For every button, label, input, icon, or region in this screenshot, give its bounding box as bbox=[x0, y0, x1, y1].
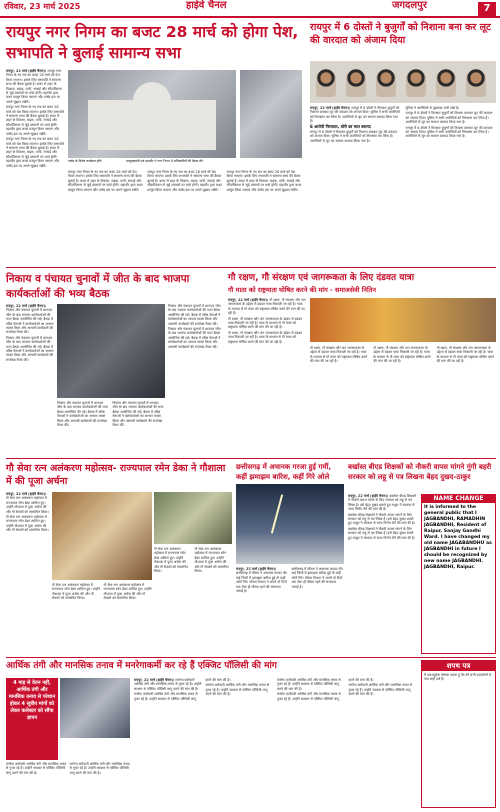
robbery-body bbox=[310, 106, 496, 266]
bjp-text-below-2: निकाय और पंचायत चुनावों में शानदार जीत के बाद भाजपा कार्यकर्ताओं की भव्य बैठक आयोजित की गई। बैठक में वरिष्ठ नेताओं ने कार्यकर्ताओं का आभार व्यक्त किया और आगामी कार्यक्रमों की रूपरेखा तैयार की। bbox=[112, 401, 164, 428]
economic-body bbox=[134, 678, 416, 808]
budget-col-text-3: रायपुर नगर निगम के नए सत्र का बजट 28 मार्च को पेश किया जाएगा। इसके लिए सभापति ने सामान्य सभा की बैठक बुलाई है। बजट में शहर के विकास, सड़क, पानी, सफाई और सौंदर्यीकरण से जुड़े प्रस्तावों पर चर्चा होगी। महापौर द्वारा बजट प्रस्तुत किया जाएगा और पार्षद इस पर अपने सुझाव रखेंगे। bbox=[226, 170, 302, 192]
bjp-dateline: रायपुर, 22 मार्च (हाईवे चैनल)। bbox=[6, 304, 47, 308]
gauseva-dateline: रायपुर, 22 मार्च (हाईवे चैनल)। bbox=[6, 492, 47, 496]
storm-headline: छत्तीसगढ़ में अचानक गरजा हुई गर्मी, कहीं झमाझम बारिश, कहीं गिरे ओले bbox=[236, 463, 331, 481]
budget-caption-2: उपमुख्यमंत्री एवं महापौर ने नगर निगम में अधिकारियों की बैठक ली। bbox=[126, 159, 204, 163]
budget-col-text: रायपुर नगर निगम के नए सत्र का बजट 28 मार्च को पेश किया जाएगा। इसके लिए सभापति ने सामान्य सभा की बैठक बुलाई है। बजट में शहर के विकास, सड़क, पानी, सफाई और सौंदर्यीकरण से जुड़े प्रस्तावों पर चर्चा होगी। महापौर द्वारा बजट प्रस्तुत किया जाएगा और पार्षद इस पर अपने सुझाव रखेंगे। bbox=[68, 170, 143, 192]
accused-face bbox=[466, 69, 486, 97]
bjp-text-col: निकाय और पंचायत चुनावों में शानदार जीत के बाद भाजपा कार्यकर्ताओं की भव्य बैठक आयोजित की गई। बैठक में वरिष्ठ नेताओं ने कार्यकर्ताओं का आभार व्यक्त किया और आगामी कार्यक्रमों की रूपरेखा तैयार की। bbox=[168, 304, 221, 326]
oath-body: मैं शपथपूर्वक घोषणा करता हूं कि मेरे सभी दस्तावेजों में नाम सही दर्ज है। bbox=[424, 673, 492, 682]
bjp-body-right bbox=[168, 304, 224, 454]
robbery-subhead: 6 आरोपी गिरफ्तार, चोरी का माल बरामद bbox=[310, 123, 371, 129]
robbery-dateline: रायपुर, 22 मार्च (हाईवे चैनल)। bbox=[310, 106, 351, 110]
gauseva-text-below-2: गौ सेवा रत्न अलंकरण महोत्सव में राज्यपाल रमेन डेका शामिल हुए। उन्होंने गौशाला में पूजा अर्चना की और गौ सेवकों को सम्मानित किया। bbox=[103, 583, 152, 601]
gau-col-text-3: गौ रक्षण, गौ संरक्षण और जन जागरूकता के उद्देश्य से दंडवत यात्रा निकाली जा रही है। यात्रा के माध्यम से गौ माता को राष्ट्रमाता घोषित करने की मांग की जा रही है। bbox=[436, 346, 494, 364]
budget-dateline: रायपुर, 22 मार्च (हाईवे चैनल)। bbox=[6, 69, 47, 73]
budget-text-repeat: रायपुर नगर निगम के नए सत्र का बजट 28 मार्च को पेश किया जाएगा। इसके लिए सभापति ने सामान्य सभा की बैठक बुलाई है। बजट में शहर के विकास, सड़क, पानी, सफाई और सौंदर्यीकरण से जुड़े प्रस्तावों पर चर्चा होगी। महापौर द्वारा बजट प्रस्तुत किया जाएगा और पार्षद इस पर अपने सुझाव रखेंगे। bbox=[6, 105, 64, 136]
building-dome bbox=[133, 82, 171, 104]
storm-text: छत्तीसगढ़ में मौसम ने अचानक करवट ली। कई जिलों में झमाझम बारिश हुई तो कहीं ओले गिरे। मौसम विभाग ने अगले दो दिनों तक ऐसा ही मौसम रहने की संभावना जताई है। bbox=[236, 571, 288, 594]
gau-col-text-2: गौ रक्षण, गौ संरक्षण और जन जागरूकता के उद्देश्य से दंडवत यात्रा निकाली जा रही है। यात्रा के माध्यम से गौ माता को राष्ट्रमाता घोषित करने की मांग की जा रही है। bbox=[373, 346, 431, 364]
gauseva-body-below bbox=[52, 583, 152, 653]
budget-text-repeat-2: रायपुर नगर निगम के नए सत्र का बजट 28 मार्च को पेश किया जाएगा। इसके लिए सभापति ने सामान्य सभा की बैठक बुलाई है। बजट में शहर के विकास, सड़क, पानी, सफाई और सौंदर्यीकरण से जुड़े प्रस्तावों पर चर्चा होगी। महापौर द्वारा बजट प्रस्तुत किया जाएगा और पार्षद इस पर अपने सुझाव रखेंगे। bbox=[6, 137, 64, 168]
storm-text-repeat: छत्तीसगढ़ में मौसम ने अचानक करवट ली। कई जिलों में झमाझम बारिश हुई तो कहीं ओले गिरे। मौसम विभाग ने अगले दो दिनों तक ऐसा ही मौसम रहने की संभावना जताई है। bbox=[291, 567, 343, 589]
gauseva-photo-2 bbox=[154, 492, 232, 544]
bjp-text-col-2: निकाय और पंचायत चुनावों में शानदार जीत के बाद भाजपा कार्यकर्ताओं की भव्य बैठक आयोजित की गई। बैठक में वरिष्ठ नेताओं ने कार्यकर्ताओं का आभार व्यक्त किया और आगामी कार्यक्रमों की रूपरेखा तैयार की। bbox=[168, 327, 221, 349]
gauseva-photo bbox=[52, 492, 152, 580]
accused-face bbox=[436, 69, 456, 97]
gau-body-columns bbox=[310, 346, 496, 456]
bed-text-repeat: बर्खास्त बीएड शिक्षकों ने नौकरी वापस मांगने के लिए सरकार को लहू से पत्र लिखा है। इसे बेहद दुखद बताते हुए ठाकुर ने सरकार से जल्द निर्णय लेने की मांग की है। bbox=[348, 512, 416, 526]
budget-text: रायपुर नगर निगम के नए सत्र का बजट 28 मार्च को पेश किया जाएगा। इसके लिए सभापति ने सामान्य सभा की बैठक बुलाई है। बजट में शहर के विकास, सड़क, पानी, सफाई और सौंदर्यीकरण से जुड़े प्रस्तावों पर चर्चा होगी। महापौर द्वारा बजट प्रस्तुत किया जाएगा और पार्षद इस पर अपने सुझाव रखेंगे। bbox=[6, 69, 62, 104]
economic-left-text: मनरेगा कर्मचारी आर्थिक तंगी और मानसिक तनाव से गुजर रहे हैं। उन्होंने सरकार से एक्जिट पॉलिसी लागू करने की मांग की है। bbox=[6, 762, 67, 775]
budget-col-text-2: रायपुर नगर निगम के नए सत्र का बजट 28 मार्च को पेश किया जाएगा। इसके लिए सभापति ने सामान्य सभा की बैठक बुलाई है। बजट में शहर के विकास, सड़क, पानी, सफाई और सौंदर्यीकरण से जुड़े प्रस्तावों पर चर्चा होगी। महापौर द्वारा बजट प्रस्तुत किया जाएगा और पार्षद इस पर अपने सुझाव रखेंगे। bbox=[147, 170, 223, 192]
bed-text: बर्खास्त बीएड शिक्षकों ने नौकरी वापस मांगने के लिए सरकार को लहू से पत्र लिखा है। इसे बेहद दुखद बताते हुए ठाकुर ने सरकार से जल्द निर्णय लेने की मांग की है। bbox=[348, 494, 416, 512]
robbery-headline: रायपुर में 6 दोस्तों ने बुजुर्गों को निशाना बना कर लूट की वारदात को अंजाम दिया bbox=[310, 22, 491, 46]
oath-notice bbox=[421, 660, 496, 808]
economic-text-repeat-3: मनरेगा कर्मचारी आर्थिक तंगी और मानसिक तनाव से गुजर रहे हैं। उन्होंने सरकार से एक्जिट पॉलिसी लागू करने की मांग की है। bbox=[277, 678, 341, 691]
oath-title: शपथ पत्र bbox=[422, 661, 495, 671]
gau-subheadline: गौ माता को राष्ट्रमाता घोषित करने की मांग - समाजसेवी नितिन bbox=[228, 286, 377, 294]
robbery-note: पुलिस ने आरोपियों से पूछताछ जारी रखी है। bbox=[405, 106, 460, 110]
economic-text-repeat: मनरेगा कर्मचारी आर्थिक तंगी और मानसिक तनाव से गुजर रहे हैं। उन्होंने सरकार से एक्जिट पॉलिसी लागू करने की मांग की है। bbox=[134, 678, 231, 701]
gau-text-repeat-2: गौ रक्षण, गौ संरक्षण और जन जागरूकता के उद्देश्य से दंडवत यात्रा निकाली जा रही है। यात्रा के माध्यम से गौ माता को राष्ट्रमाता घोषित करने की मांग की जा रही है। bbox=[228, 330, 303, 344]
sidebar-banner: 4 माह से वेतन नहीं, आर्थिक तंगी और मानसिक तनाव से परेशान होकर 4 सूत्रीय मांगों को लेकर कलेक्टर को सौंपा ज्ञापन bbox=[6, 678, 58, 760]
gau-headline: गौ रक्षण, गौ संरक्षण एवं जागरूकता के लिए दंडवत यात्रा bbox=[228, 273, 415, 283]
robbery-text-repeat-3: रायपुर में 6 दोस्तों ने मिलकर बुजुर्गों को निशाना बनाकर लूट की वारदात को अंजाम दिया। पुलिस ने सभी आरोपियों को गिरफ्तार कर लिया है। आरोपियों से लूट का सामान बरामद किया गया है। bbox=[405, 125, 493, 139]
economic-text: मनरेगा कर्मचारी आर्थिक तंगी और मानसिक तनाव से गुजर रहे हैं। उन्होंने सरकार से एक्जिट पॉलिसी लागू करने की मांग की है। bbox=[134, 678, 202, 691]
economic-text-repeat-4: मनरेगा कर्मचारी आर्थिक तंगी और मानसिक तनाव से गुजर रहे हैं। उन्होंने सरकार से एक्जिट पॉलिसी लागू करने की मांग की है। bbox=[277, 678, 374, 701]
gauseva-body-right bbox=[154, 547, 232, 653]
lightning-bolt bbox=[271, 494, 283, 533]
storm-body bbox=[236, 567, 344, 653]
bed-headline: बर्खास्त बीएड शिक्षकों को नौकरी वापस मांगने गुंगी बहरी सरकार को लहू से पत्र लिखना बेहद दुखद-ठाकुर bbox=[348, 463, 492, 481]
gauseva-text: गौ सेवा रत्न अलंकरण महोत्सव में राज्यपाल रमेन डेका शामिल हुए। उन्होंने गौशाला में पूजा अर्चना की और गौ सेवकों को सम्मानित किया। bbox=[6, 496, 49, 514]
robbery-text-repeat-2: रायपुर में 6 दोस्तों ने मिलकर बुजुर्गों को निशाना बनाकर लूट की वारदात को अंजाम दिया। पुलिस ने सभी आरोपियों को गिरफ्तार कर लिया है। आरोपियों से लूट का सामान बरामद किया गया है। bbox=[405, 111, 493, 125]
gauseva-body bbox=[6, 492, 50, 652]
budget-caption-1: पार्षद के विशेष कार्यक्रम होंगे। bbox=[68, 159, 103, 163]
name-change-body: It is informed to the general public that I JAGBANDHI, RAMADHIN JAGBANDHI, Resident of Raipur, Sanjay Gandhi Ward. I have changed my old name JAGABANDHU as JAGBANDHI in future I should be recognized by new name JAGBANDHI. JAGBANDHI, Raipur. bbox=[424, 505, 492, 570]
economic-headline: आर्थिक तंगी और मानसिक तनाव में मनरेगाकर्मी कर रहे हैं एक्जिट पॉलिसी की मांग bbox=[6, 661, 277, 671]
section-divider bbox=[6, 267, 496, 268]
gauseva-col-text: गौ सेवा रत्न अलंकरण महोत्सव में राज्यपाल रमेन डेका शामिल हुए। उन्होंने गौशाला में पूजा अर्चना की और गौ सेवकों को सम्मानित किया। bbox=[154, 547, 188, 574]
brand-name: हाईवे चैनल bbox=[186, 0, 227, 11]
storm-dateline: रायपुर, 22 मार्च (हाईवे चैनल)। bbox=[236, 567, 277, 571]
economic-left-text-2: मनरेगा कर्मचारी आर्थिक तंगी और मानसिक तनाव से गुजर रहे हैं। उन्होंने सरकार से एक्जिट पॉलिसी लागू करने की मांग की है। bbox=[69, 762, 130, 775]
economic-photo bbox=[60, 678, 130, 738]
accused-face bbox=[316, 69, 336, 97]
accused-face bbox=[406, 69, 426, 97]
bjp-text-below: निकाय और पंचायत चुनावों में शानदार जीत के बाद भाजपा कार्यकर्ताओं की भव्य बैठक आयोजित की गई। बैठक में वरिष्ठ नेताओं ने कार्यकर्ताओं का आभार व्यक्त किया और आगामी कार्यक्रमों की रूपरेखा तैयार की। bbox=[57, 401, 108, 428]
budget-headline: रायपुर नगर निगम का बजट 28 मार्च को होगा पेश, सभापति ने बुलाई सामान्य सभा bbox=[6, 23, 299, 62]
name-change-title: NAME CHANGE bbox=[422, 495, 495, 503]
issue-date: रविवार, 23 मार्च 2025 bbox=[4, 2, 81, 11]
bjp-text: निकाय और पंचायत चुनावों में शानदार जीत के बाद भाजपा कार्यकर्ताओं की भव्य बैठक आयोजित की गई। बैठक में वरिष्ठ नेताओं ने कार्यकर्ताओं का आभार व्यक्त किया और आगामी कार्यक्रमों की रूपरेखा तैयार की। bbox=[6, 308, 54, 335]
bjp-headline: निकाय व पंचायत चुनावों में जीत के बाद भाजपा कार्यकर्ताओं की भव्य बैठक bbox=[6, 273, 190, 300]
gauseva-text-repeat: गौ सेवा रत्न अलंकरण महोत्सव में राज्यपाल रमेन डेका शामिल हुए। उन्होंने गौशाला में पूजा अर्चना की और गौ सेवकों को सम्मानित किया। bbox=[6, 515, 49, 533]
gau-text-repeat: गौ रक्षण, गौ संरक्षण और जन जागरूकता के उद्देश्य से दंडवत यात्रा निकाली जा रही है। यात्रा के माध्यम से गौ माता को राष्ट्रमाता घोषित करने की मांग की जा रही है। bbox=[228, 316, 303, 330]
gauseva-headline: गौ सेवा रत्न अलंकरण महोत्सव- राज्यपाल रमेन डेका ने गौशाला में की पूजा अर्चना bbox=[6, 463, 226, 487]
budget-photo-building bbox=[68, 70, 236, 158]
economic-body-left bbox=[6, 762, 130, 808]
bed-body bbox=[348, 494, 418, 654]
economic-text-repeat-2: मनरेगा कर्मचारी आर्थिक तंगी और मानसिक तनाव से गुजर रहे हैं। उन्होंने सरकार से एक्जिट पॉलिसी लागू करने की मांग की है। bbox=[205, 683, 270, 697]
budget-photo-meeting bbox=[240, 70, 302, 158]
accused-face bbox=[376, 69, 396, 97]
masthead bbox=[0, 0, 500, 18]
economic-dateline: रायपुर, 22 मार्च (हाईवे चैनल)। bbox=[134, 678, 175, 682]
gauseva-text-below: गौ सेवा रत्न अलंकरण महोत्सव में राज्यपाल रमेन डेका शामिल हुए। उन्होंने गौशाला में पूजा अर्चना की और गौ सेवकों को सम्मानित किया। bbox=[52, 583, 101, 601]
robbery-text-repeat: रायपुर में 6 दोस्तों ने मिलकर बुजुर्गों को निशाना बनाकर लूट की वारदात को अंजाम दिया। पुलिस ने सभी आरोपियों को गिरफ्तार कर लिया है। आरोपियों से लूट का सामान बरामद किया गया है। bbox=[310, 130, 397, 143]
budget-body-columns bbox=[68, 170, 302, 264]
bjp-crowd-photo bbox=[57, 304, 165, 398]
gau-body bbox=[228, 298, 306, 456]
bjp-body bbox=[6, 304, 54, 454]
bed-text-repeat-2: बर्खास्त बीएड शिक्षकों ने नौकरी वापस मांगने के लिए सरकार को लहू से पत्र लिखा है। इसे बेहद दुखद बताते हुए ठाकुर ने सरकार से जल्द निर्णय लेने की मांग की है। bbox=[348, 526, 416, 540]
page-number: 7 bbox=[478, 2, 496, 16]
gauseva-col-text-2: गौ सेवा रत्न अलंकरण महोत्सव में राज्यपाल रमेन डेका शामिल हुए। उन्होंने गौशाला में पूजा अर्चना की और गौ सेवकों को सम्मानित किया। bbox=[194, 547, 229, 574]
section-divider bbox=[6, 657, 496, 658]
city-edition: जगदलपुर bbox=[392, 0, 427, 11]
gau-text: गौ रक्षण, गौ संरक्षण और जन जागरूकता के उद्देश्य से दंडवत यात्रा निकाली जा रही है। यात्रा के माध्यम से गौ माता को राष्ट्रमाता घोषित करने की मांग की जा रही है। bbox=[228, 298, 306, 316]
robbery-accused-photo bbox=[310, 61, 496, 103]
storm-photo bbox=[236, 484, 344, 564]
bed-dateline: रायपुर, 22 मार्च (हाईवे चैनल)। bbox=[348, 494, 389, 498]
bjp-body-below bbox=[57, 401, 165, 455]
accused-face bbox=[346, 69, 366, 97]
robbery-text: रायपुर में 6 दोस्तों ने मिलकर बुजुर्गों को निशाना बनाकर लूट की वारदात को अंजाम दिया। पुलिस ने सभी आरोपियों को गिरफ्तार कर लिया है। आरोपियों से लूट का सामान बरामद किया गया है। bbox=[310, 106, 401, 124]
building-shape bbox=[88, 100, 216, 150]
economic-text-repeat-5: मनरेगा कर्मचारी आर्थिक तंगी और मानसिक तनाव से गुजर रहे हैं। उन्होंने सरकार से एक्जिट पॉलिसी लागू करने की मांग की है। bbox=[348, 683, 413, 697]
name-change-notice bbox=[421, 494, 496, 654]
bjp-text-repeat: निकाय और पंचायत चुनावों में शानदार जीत के बाद भाजपा कार्यकर्ताओं की भव्य बैठक आयोजित की गई। बैठक में वरिष्ठ नेताओं ने कार्यकर्ताओं का आभार व्यक्त किया और आगामी कार्यक्रमों की रूपरेखा तैयार की। bbox=[6, 335, 54, 362]
budget-body bbox=[6, 69, 64, 259]
gau-col-text: गौ रक्षण, गौ संरक्षण और जन जागरूकता के उद्देश्य से दंडवत यात्रा निकाली जा रही है। यात्रा के माध्यम से गौ माता को राष्ट्रमाता घोषित करने की मांग की जा रही है। bbox=[310, 346, 368, 364]
gau-yatra-photo bbox=[310, 298, 496, 342]
gau-dateline: रायपुर, 22 मार्च (हाईवे चैनल)। bbox=[228, 298, 269, 302]
section-divider bbox=[6, 458, 496, 459]
